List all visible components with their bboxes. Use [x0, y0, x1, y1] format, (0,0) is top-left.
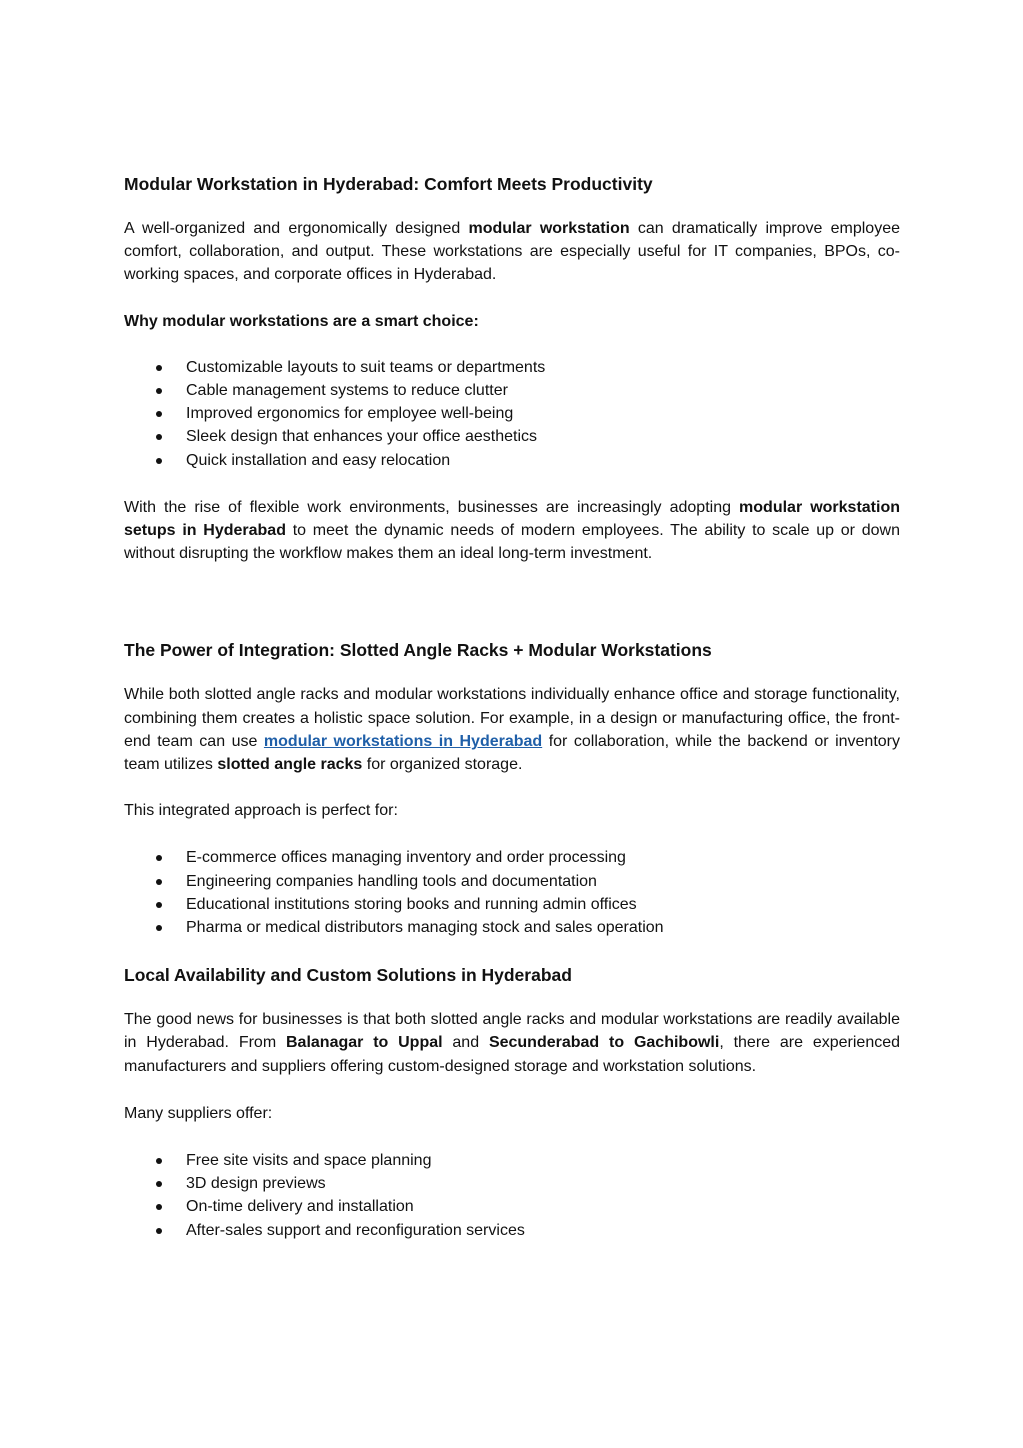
text-span: While both slotted angle racks and modular workstations individually enhance office and storage functionality, combining them creates a holistic space solution. For example, in a design or manufacturing office, the front-end team can use	[124, 686, 900, 750]
list-item	[124, 916, 900, 939]
bullet-icon	[156, 925, 162, 931]
list-item-text: E-commerce offices managing inventory and order processing	[186, 849, 626, 867]
bullet-icon	[156, 411, 162, 417]
list-item-text: Quick installation and easy relocation	[186, 451, 451, 469]
bullet-icon	[156, 1204, 162, 1210]
list-item	[124, 1219, 900, 1242]
text-span: for organized storage.	[362, 755, 523, 773]
list-item-text: Cable management systems to reduce clutter	[186, 382, 508, 399]
list-item	[124, 870, 900, 893]
list-label: Why modular workstations are a smart choice:	[124, 312, 479, 330]
section-heading-local-availability: Local Availability and Custom Solutions in Hyderabad	[124, 965, 572, 986]
list-item-text: On-time delivery and installation	[186, 1198, 414, 1216]
bold-text: slotted angle racks	[217, 755, 363, 773]
list-item	[124, 402, 900, 425]
list-item-text: Sleek design that enhances your office aesthetics	[186, 428, 538, 446]
bullet-icon	[156, 388, 162, 394]
list-item-text: Educational institutions storing books and running admin offices	[186, 895, 637, 913]
section-intro-paragraph	[124, 1008, 900, 1078]
bullet-icon	[156, 1181, 162, 1187]
section-closing-paragraph	[124, 496, 900, 566]
list-item	[124, 1195, 900, 1218]
bullet-icon	[156, 855, 162, 861]
bullet-icon	[156, 902, 162, 908]
list-item	[124, 449, 900, 472]
list-item	[124, 425, 900, 448]
text-span: The good news for businesses is that both slotted angle racks and modular workstations are readily available in Hyderabad. From	[124, 1011, 900, 1052]
list-item-text: Free site visits and space planning	[186, 1151, 432, 1169]
bullet-icon	[156, 879, 162, 885]
bold-text: modular workstation	[468, 220, 630, 237]
text-span: and	[442, 1034, 489, 1052]
bullet-icon	[156, 1158, 162, 1164]
list-item	[124, 893, 900, 916]
list-item-text: Engineering companies handling tools and documentation	[186, 872, 597, 890]
text-span: With the rise of flexible work environments, businesses are increasingly adopting	[124, 498, 740, 516]
bullet-icon	[156, 434, 162, 440]
bullet-icon	[156, 458, 162, 464]
list-item-text: Pharma or medical distributors managing stock and sales operation	[186, 918, 664, 936]
bullet-list	[124, 1149, 900, 1242]
modular-workstations-link[interactable]: modular workstations in Hyderabad	[263, 732, 543, 750]
bold-text: Secunderabad to Gachibowli	[488, 1034, 720, 1052]
bold-text: Balanagar to Uppal	[286, 1034, 443, 1052]
list-item-text: After-sales support and reconfiguration services	[186, 1221, 525, 1239]
list-item	[124, 1149, 900, 1172]
section-heading-power-of-integration: The Power of Integration: Slotted Angle Racks + Modular Workstations	[124, 640, 712, 661]
text-span: can dramatically improve employee comfort, collaboration, and output. These workstations are especially useful for IT companies, BPOs, co-working spaces, and corporate offices in Hyderabad.	[124, 220, 900, 284]
bullet-list	[124, 846, 900, 939]
bullet-icon	[156, 365, 162, 371]
text-span: A well-organized and ergonomically designed	[124, 220, 469, 237]
list-item-text: 3D design previews	[186, 1175, 326, 1193]
list-label: This integrated approach is perfect for:	[124, 802, 398, 820]
list-item	[124, 846, 900, 869]
section-intro-paragraph	[124, 683, 900, 776]
text-span: for collaboration, while the backend or inventory team utilizes	[124, 732, 900, 773]
list-label: Many suppliers offer:	[124, 1104, 273, 1122]
document-page	[124, 170, 900, 1242]
bold-text: modular workstation setups in Hyderabad	[124, 498, 901, 539]
section-heading-modular-workstation: Modular Workstation in Hyderabad: Comfort Meets Productivity	[124, 174, 653, 194]
list-item-text: Improved ergonomics for employee well-being	[186, 405, 514, 423]
text-span: to meet the dynamic needs of modern employees. The ability to scale up or down without disrupting the workflow makes them an ideal long-term investment.	[124, 521, 900, 563]
list-item	[124, 1172, 900, 1195]
section-intro-paragraph	[124, 217, 900, 287]
bullet-icon	[156, 1228, 162, 1234]
text-span: , there are experienced manufacturers and suppliers offering custom-designed storage and workstation solutions.	[124, 1034, 901, 1075]
list-item	[124, 379, 900, 402]
list-item	[124, 356, 900, 379]
bullet-list	[124, 356, 900, 472]
list-item-text: Customizable layouts to suit teams or departments	[186, 358, 546, 376]
